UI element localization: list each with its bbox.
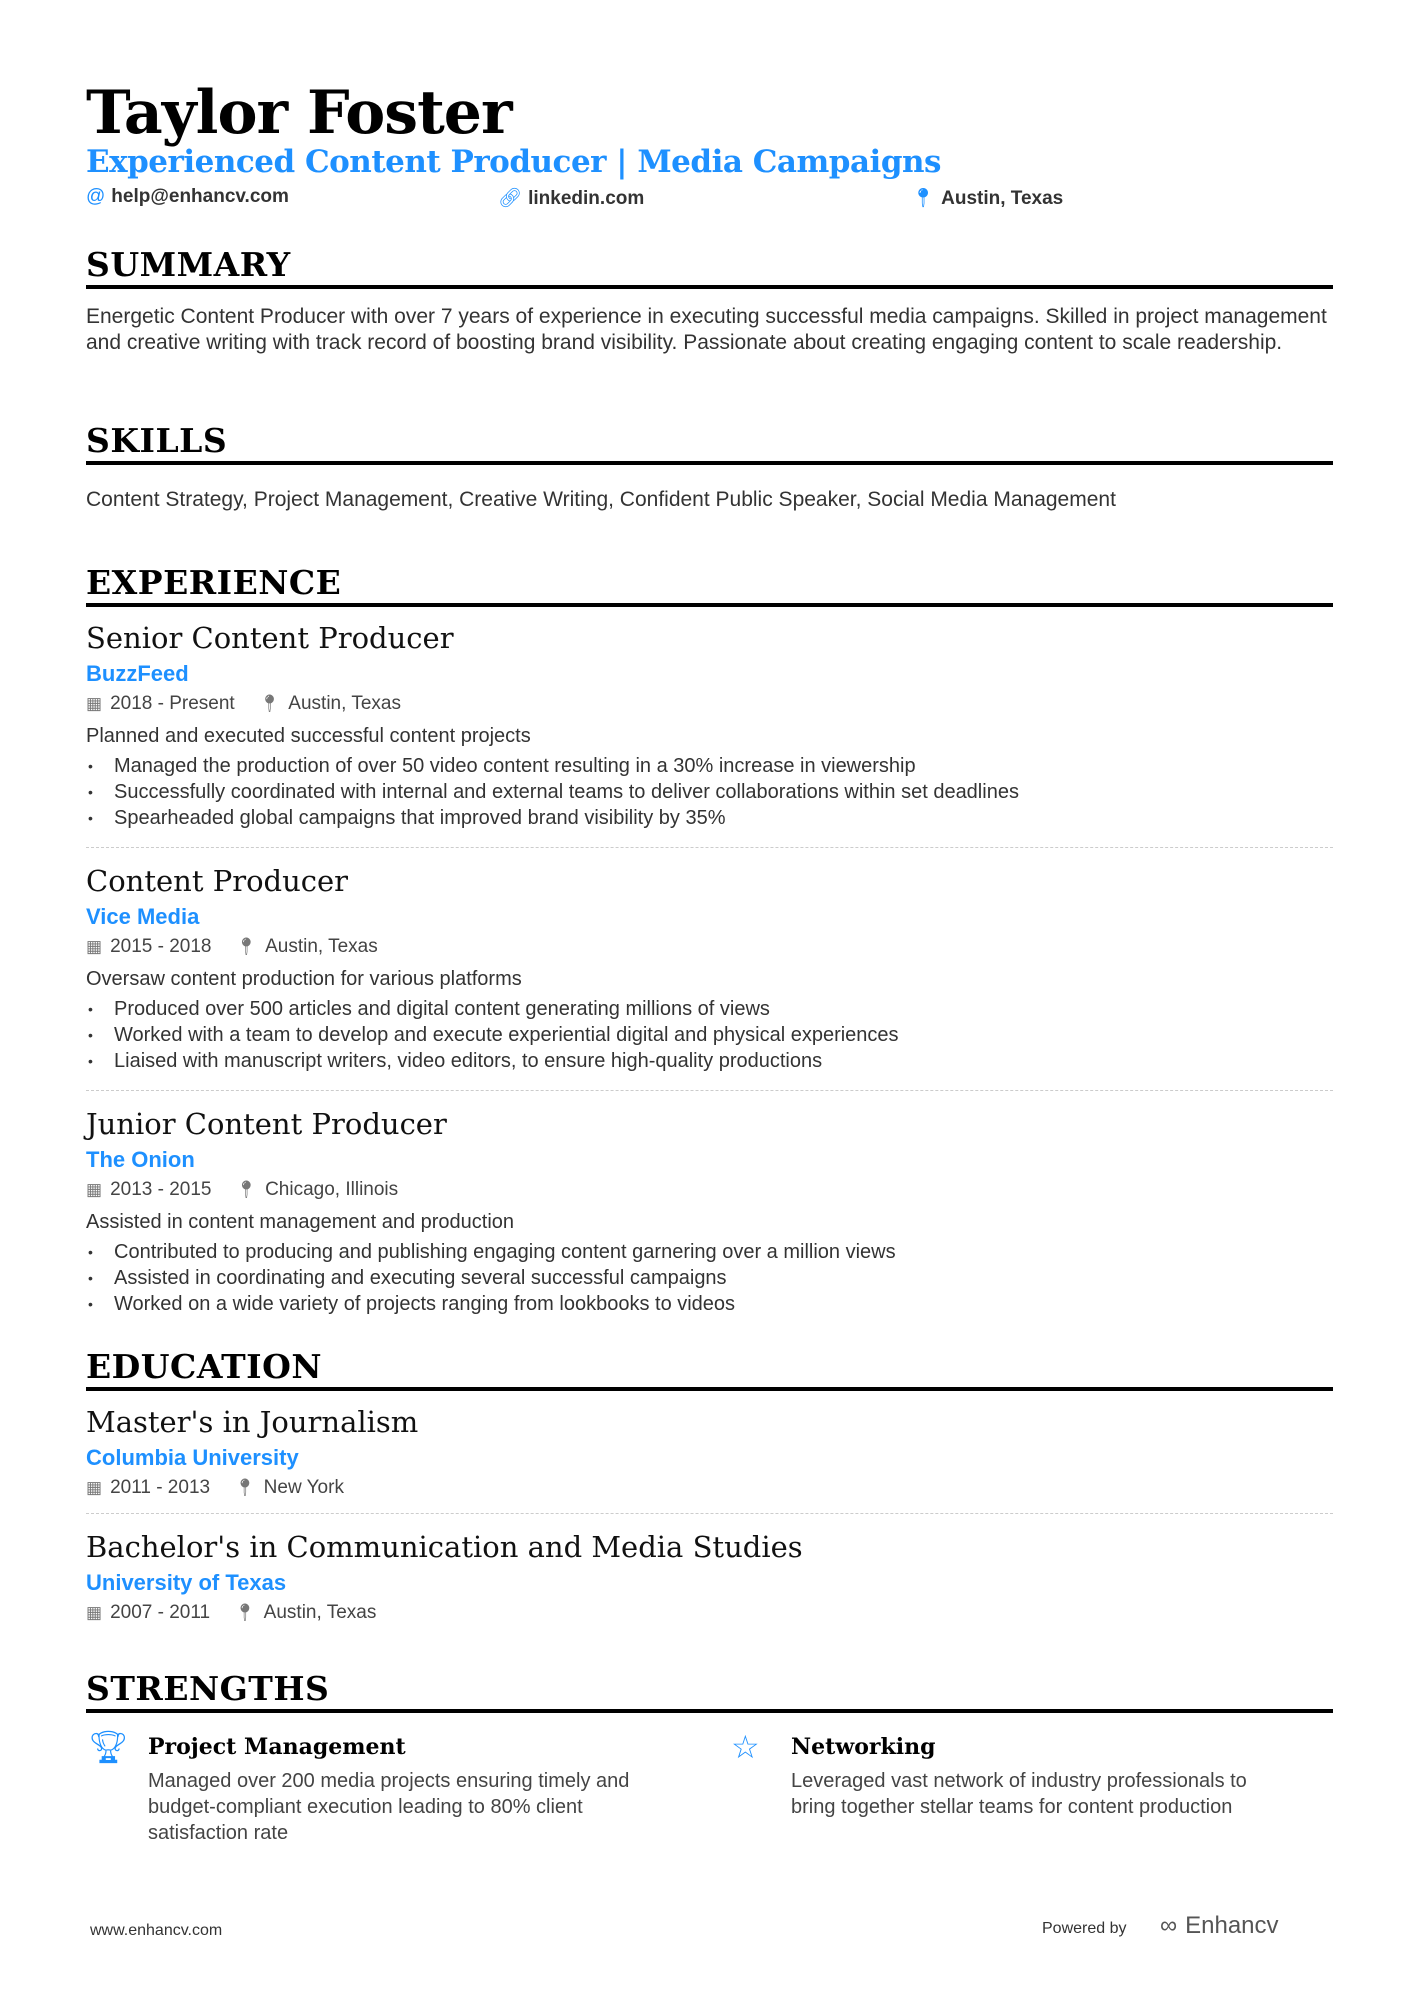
section-heading: EDUCATION — [86, 1347, 1333, 1391]
location: Austin, Texas — [288, 693, 401, 714]
meta-row — [86, 1477, 1333, 1507]
location-pin-icon: 📍︎ — [235, 937, 258, 956]
job-bullet: • Assisted in coordinating and executing several successful campaigns — [86, 1265, 1333, 1291]
job-description: Oversaw content production for various platforms — [86, 968, 522, 990]
job-bullet: • Managed the production of over 50 video content resulting in a 30% increase in viewership — [86, 753, 1333, 779]
location: New York — [263, 1477, 344, 1498]
summary-section — [86, 245, 1333, 356]
skills-section — [86, 421, 1333, 513]
powered-by: Powered by — [1042, 1920, 1127, 1937]
location-pin-icon: 📍︎ — [234, 1603, 256, 1622]
divider — [86, 1090, 1333, 1091]
at-icon: @ — [86, 186, 106, 207]
job-bullet: • Produced over 500 articles and digital content generating millions of views — [86, 996, 1333, 1022]
job-description: Assisted in content management and production — [86, 1211, 515, 1233]
job-bullet: • Liaised with manuscript writers, video editors, to ensure high-quality productions — [86, 1048, 1333, 1074]
date-range: 2018 - Present — [110, 693, 235, 714]
meta-row — [86, 1602, 1333, 1632]
summary-text: Energetic Content Producer with over 7 years of experience in executing successful media campaigns. Skilled in project management and creative writing with track record of boosting brand visibility. Passionate about creating engaging content to scale readership. — [86, 305, 1327, 354]
section-heading: STRENGTHS — [86, 1669, 1333, 1713]
meta-row — [86, 936, 1333, 966]
school-name[interactable]: University of Texas — [86, 1570, 287, 1595]
candidate-title: Experienced Content Producer | Media Campaigns — [86, 144, 941, 180]
strength-title: Networking — [791, 1734, 936, 1760]
section-heading: EXPERIENCE — [86, 563, 1333, 607]
location: Chicago, Illinois — [265, 1179, 399, 1200]
star-icon: ☆ — [731, 1729, 760, 1765]
job-entry — [86, 1107, 1333, 1317]
job-bullet: • Spearheaded global campaigns that improved brand visibility by 35% — [86, 805, 1333, 831]
company-name[interactable]: BuzzFeed — [86, 661, 189, 686]
location-pin-icon: 📍︎ — [258, 694, 281, 713]
divider — [86, 1513, 1333, 1514]
date-range: 2011 - 2013 — [110, 1477, 211, 1498]
strength-title: Project Management — [148, 1734, 406, 1760]
strength-item — [88, 1728, 648, 1846]
location-pin-icon: 📍︎ — [234, 1478, 256, 1497]
enhancv-logo-icon: ∞ — [1160, 1912, 1178, 1939]
education-entry — [86, 1530, 1333, 1632]
date-range: 2015 - 2018 — [110, 936, 212, 957]
experience-section — [86, 563, 1333, 1317]
location-pin-icon: 📍︎ — [235, 1180, 258, 1199]
date-range: 2013 - 2015 — [110, 1179, 212, 1200]
location: Austin, Texas — [263, 1602, 377, 1623]
section-heading: SKILLS — [86, 421, 1333, 465]
job-title: Content Producer — [86, 864, 349, 898]
strength-item — [731, 1728, 1291, 1820]
candidate-name: Taylor Foster — [86, 78, 512, 148]
calendar-icon: ▦ — [86, 1180, 103, 1199]
strength-text: Leveraged vast network of industry professionals to bring together stellar teams for content production — [791, 1770, 1247, 1818]
calendar-icon: ▦ — [86, 1478, 103, 1497]
job-description: Planned and executed successful content projects — [86, 725, 531, 747]
linkedin-link[interactable]: linkedin.com — [528, 188, 645, 209]
education-entry — [86, 1405, 1333, 1514]
job-bullet: • Successfully coordinated with internal and external teams to deliver collaborations within set deadlines — [86, 779, 1333, 805]
job-bullet: • Contributed to producing and publishing engaging content garnering over a million views — [86, 1239, 1333, 1265]
date-range: 2007 - 2011 — [110, 1602, 211, 1623]
company-name[interactable]: The Onion — [86, 1147, 195, 1172]
strengths-section — [86, 1669, 1333, 1713]
strength-text: Managed over 200 media projects ensuring timely and budget-compliant execution leading to 80% client satisfaction rate — [148, 1770, 630, 1844]
divider — [86, 847, 1333, 848]
location-text: Austin, Texas — [941, 188, 1064, 209]
meta-row — [86, 693, 1333, 723]
trophy-icon: 🏆︎ — [88, 1729, 129, 1765]
calendar-icon: ▦ — [86, 937, 103, 956]
education-section — [86, 1347, 1333, 1632]
location: Austin, Texas — [265, 936, 378, 957]
company-name[interactable]: Vice Media — [86, 904, 200, 929]
job-entry — [86, 621, 1333, 848]
link-icon: 🔗︎ — [498, 188, 523, 209]
job-bullet: • Worked on a wide variety of projects ranging from lookbooks to videos — [86, 1291, 1333, 1317]
job-title: Junior Content Producer — [86, 1107, 447, 1141]
job-bullet: • Worked with a team to develop and execute experiential digital and physical experiences — [86, 1022, 1333, 1048]
school-name[interactable]: Columbia University — [86, 1445, 299, 1470]
degree: Master's in Journalism — [86, 1405, 419, 1439]
meta-row — [86, 1179, 1333, 1209]
email-link[interactable]: help@enhancv.com — [111, 186, 289, 207]
footer-site[interactable]: www.enhancv.com — [90, 1922, 223, 1939]
skills-text: Content Strategy, Project Management, Creative Writing, Confident Public Speaker, Social Media Management — [86, 488, 1116, 511]
job-entry — [86, 864, 1333, 1091]
calendar-icon: ▦ — [86, 1603, 103, 1622]
degree: Bachelor's in Communication and Media Studies — [86, 1530, 803, 1564]
section-heading: SUMMARY — [86, 245, 1333, 289]
job-title: Senior Content Producer — [86, 621, 454, 655]
contact-row — [86, 186, 1333, 210]
calendar-icon: ▦ — [86, 694, 103, 713]
location-pin-icon: 📍︎ — [911, 188, 936, 209]
enhancv-logo: ∞ Enhancv — [1160, 1912, 1279, 1939]
